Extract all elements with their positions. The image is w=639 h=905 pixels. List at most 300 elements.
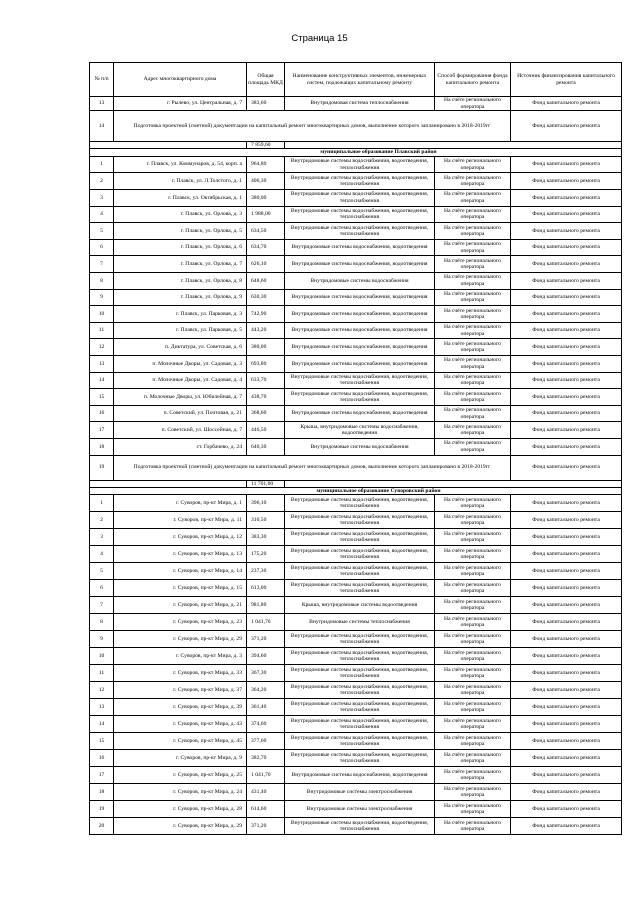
row-number: 7 [90,597,114,614]
method-cell: На счёте регионального оператора [435,438,511,455]
source-cell: Фонд капитального ремонта [511,597,622,614]
work-cell: Внутридомовые системы водоснабжения, водоотведения, теплоснабжения [285,563,435,580]
area-cell: 371,20 [247,818,285,835]
source-cell: Фонд капитального ремонта [511,631,622,648]
area-cell: 374,60 [247,716,285,733]
work-cell: Внутридомовые системы водоснабжения [285,438,435,455]
row-number: 10 [90,648,114,665]
work-cell: Крыша, внутридомовые системы водоснабжения, водоотведения [285,422,435,439]
row-number: 8 [90,273,114,290]
work-cell: Внутридомовые системы водоснабжения, водоотведения, теплоснабжения [285,223,435,240]
source-cell: Фонд капитального ремонта [511,156,622,173]
source-cell: Фонд капитального ремонта [511,273,622,290]
work-cell: Внутридомовые системы водоснабжения, водоотведения [285,306,435,323]
address-cell: г. Суворов, пр-кт Мира, д. 33 [114,665,247,682]
work-cell: Внутридомовые системы водоснабжения, водоотведения, теплоснабжения [285,495,435,512]
area-cell: 361,40 [247,699,285,716]
row-number: 16 [90,405,114,422]
address-cell: г. Суворов, пр-кт Мира, д. 29 [114,818,247,835]
address-cell: г. Суворов, пр-кт Мира, д. 24 [114,784,247,801]
work-cell: Внутридомовые системы водоснабжения, водоотведения, теплоснабжения [285,580,435,597]
table-row [90,273,622,290]
source-cell: Фонд капитального ремонта [511,716,622,733]
work-cell: Внутридомовые системы водоснабжения, водоотведения [285,322,435,339]
method-cell: На счёте регионального оператора [435,563,511,580]
area-cell: 368,60 [247,405,285,422]
source-cell: Фонд капитального ремонта [511,750,622,767]
area-cell: 1 041,70 [247,767,285,784]
address-cell: г. Плавск, ул. Орлова, д. 6 [114,239,247,256]
row-number: 19 [90,801,114,818]
section-heading-row [90,149,622,156]
source-cell: Фонд капитального ремонта [511,512,622,529]
header-cell: Наименование конструктивных элементов, инженерных систем, подлежащих капитальному ремонту [285,63,435,97]
source-cell: Фонд капитального ремонта [511,173,622,190]
address-cell: г. Плавск, ул. Орлова, д. 7 [114,256,247,273]
area-cell: 981,80 [247,597,285,614]
row-number: 14 [90,716,114,733]
work-cell: Внутридомовые системы водоснабжения, водоотведения, теплоснабжения [285,190,435,207]
row-number: 6 [90,580,114,597]
row-number: 14 [90,111,114,142]
address-cell: п. Советский, ул. Почтовая, д. 21 [114,405,247,422]
method-cell: На счёте регионального оператора [435,818,511,835]
method-cell: На счёте регионального оператора [435,597,511,614]
row-number: 18 [90,784,114,801]
table-row [90,355,622,372]
area-cell: 396,10 [247,495,285,512]
method-cell: На счёте регионального оператора [435,529,511,546]
row-number: 4 [90,206,114,223]
source-cell: Фонд капитального ремонта [511,699,622,716]
address-cell: г. Суворов, пр-кт Мира, д. 37 [114,682,247,699]
row-number: 8 [90,614,114,631]
method-cell: На счёте регионального оператора [435,173,511,190]
row-number: 17 [90,422,114,439]
area-cell: 394,60 [247,648,285,665]
table-row [90,339,622,356]
area-cell: 634,70 [247,239,285,256]
work-cell: Внутридомовые системы водоснабжения, водоотведения [285,405,435,422]
source-cell: Фонд капитального ремонта [511,580,622,597]
table-row [90,405,622,422]
work-cell: Внутридомовые системы водоснабжения [285,273,435,290]
area-cell: 693,80 [247,355,285,372]
work-cell: Внутридомовые системы водоснабжения, водоотведения [285,256,435,273]
repair-table [89,62,622,835]
section-heading-row [90,487,622,494]
area-cell: 367,30 [247,665,285,682]
empty-cell [285,142,622,149]
method-cell: На счёте регионального оператора [435,156,511,173]
method-cell: На счёте регионального оператора [435,273,511,290]
area-cell: 364,20 [247,682,285,699]
work-cell: Внутридомовые системы водоснабжения, водоотведения, теплоснабжения [285,818,435,835]
method-cell: На счёте регионального оператора [435,767,511,784]
method-cell: На счёте регионального оператора [435,97,511,111]
source-cell: Фонд капитального ремонта [511,306,622,323]
table-row [90,563,622,580]
source-cell: Фонд капитального ремонта [511,733,622,750]
method-cell: На счёте регионального оператора [435,699,511,716]
address-cell: п. Молочные Дворы, ул. Садовая, д. 3 [114,355,247,372]
table-row [90,801,622,818]
address-cell: г. Суворов, пр-кт Мира, д. 11 [114,512,247,529]
source-cell: Фонд капитального ремонта [511,682,622,699]
address-cell: г. Плавск, ул. Парковая, д. 3 [114,306,247,323]
area-cell: 742,90 [247,306,285,323]
source-cell: Фонд капитального ремонта [511,256,622,273]
address-cell: г. Плавск, ул. Октябрьская, д. 1 [114,190,247,207]
method-cell: На счёте регионального оператора [435,405,511,422]
table-row [90,239,622,256]
row-number: 2 [90,173,114,190]
source-cell: Фонд капитального ремонта [511,111,622,142]
source-cell: Фонд капитального ремонта [511,818,622,835]
table-row [90,767,622,784]
work-cell: Внутридомовые системы водоснабжения, водоотведения [285,289,435,306]
address-cell: г. Суворов, пр-кт Мира, д. 3 [114,648,247,665]
work-cell: Внутридомовые системы водоснабжения, водоотведения, теплоснабжения [285,372,435,389]
header-cell: № п/п [90,63,114,97]
address-cell: г. Суворов, пр-кт Мира, д. 43 [114,716,247,733]
source-cell: Фонд капитального ремонта [511,563,622,580]
table-row [90,438,622,455]
table-row [90,648,622,665]
method-cell: На счёте регионального оператора [435,733,511,750]
work-cell: Внутридомовые системы водоснабжения, водоотведения, теплоснабжения [285,733,435,750]
table-row [90,597,622,614]
subtotal-row [90,142,622,149]
method-cell: На счёте регионального оператора [435,716,511,733]
method-cell: На счёте регионального оператора [435,306,511,323]
source-cell: Фонд капитального ремонта [511,438,622,455]
table-row [90,322,622,339]
address-cell: г. Плавск, ул. Коммунаров, д. 54, корп. а [114,156,247,173]
work-cell: Внутридомовые системы водоснабжения, водоотведения, теплоснабжения [285,156,435,173]
work-cell: Внутридомовые системы водоснабжения, водоотведения, теплоснабжения [285,665,435,682]
method-cell: На счёте регионального оператора [435,580,511,597]
area-cell: 443,20 [247,322,285,339]
method-cell: На счёте регионального оператора [435,389,511,406]
address-cell: г. Плавск, ул. Орлова, д. 5 [114,223,247,240]
source-cell: Фонд капитального ремонта [511,614,622,631]
row-number: 1 [90,495,114,512]
method-cell: На счёте регионального оператора [435,339,511,356]
work-cell: Внутридомовые системы водоснабжения, водоотведения, теплоснабжения [285,716,435,733]
area-cell: 1 988,00 [247,206,285,223]
source-cell: Фонд капитального ремонта [511,322,622,339]
table-row [90,750,622,767]
work-cell: Внутридомовые системы электроснабжения [285,784,435,801]
empty-cell [90,487,247,494]
method-cell: На счёте регионального оператора [435,648,511,665]
table-row [90,372,622,389]
method-cell: На счёте регионального оператора [435,801,511,818]
address-cell: п. Молочные Дворы, ул. Юбилейная, д. 7 [114,389,247,406]
method-cell: На счёте регионального оператора [435,784,511,801]
row-number: 2 [90,512,114,529]
subtotal-area: 7 859,60 [247,142,285,149]
address-cell: г. Плавск, ул. Орлова, д. 3 [114,206,247,223]
work-cell: Внутридомовые системы водоснабжения, водоотведения, теплоснабжения [285,512,435,529]
address-cell: г. Суворов, пр-кт Мира, д. 39 [114,699,247,716]
row-number: 15 [90,733,114,750]
table-row [90,173,622,190]
header-cell: Способ формирования фонда капитального ремонта [435,63,511,97]
row-number: 9 [90,289,114,306]
row-number: 1 [90,156,114,173]
address-cell: г. Суворов, пр-кт Мира, д. 45 [114,733,247,750]
row-number: 13 [90,699,114,716]
method-cell: На счёте регионального оператора [435,546,511,563]
method-cell: На счёте регионального оператора [435,239,511,256]
source-cell: Фонд капитального ремонта [511,784,622,801]
source-cell: Фонд капитального ремонта [511,289,622,306]
source-cell: Фонд капитального ремонта [511,546,622,563]
row-number: 5 [90,563,114,580]
empty-cell [285,480,622,487]
header-cell: Источник финансирования капитального ремонта [511,63,622,97]
area-cell: 175,20 [247,546,285,563]
method-cell: На счёте регионального оператора [435,372,511,389]
method-cell: На счёте регионального оператора [435,614,511,631]
address-cell: г. Суворов, пр-кт Мира, д. 14 [114,563,247,580]
work-cell: Внутридомовые системы водоснабжения, водоотведения [285,239,435,256]
source-cell: Фонд капитального ремонта [511,767,622,784]
row-number: 3 [90,190,114,207]
work-cell: Внутридомовые системы водоснабжения, водоотведения, теплоснабжения [285,631,435,648]
area-cell: 406,30 [247,173,285,190]
header-row [90,63,622,97]
work-cell: Внутридомовая система теплоснабжения [285,97,435,111]
source-cell: Фонд капитального ремонта [511,801,622,818]
table-row [90,190,622,207]
method-cell: На счёте регионального оператора [435,631,511,648]
address-cell: г. Суворов, пр-кт Мира, д. 25 [114,767,247,784]
row-number: 6 [90,239,114,256]
method-cell: На счёте регионального оператора [435,206,511,223]
subtotal-row [90,480,622,487]
row-number: 17 [90,767,114,784]
row-number: 4 [90,546,114,563]
row-number: 14 [90,372,114,389]
source-cell: Фонд капитального ремонта [511,495,622,512]
row-number: 7 [90,256,114,273]
address-cell: г. Плавск, ул. Парковая, д. 5 [114,322,247,339]
work-cell: Внутридомовые системы водоснабжения, водоотведения [285,339,435,356]
area-cell: 614,60 [247,801,285,818]
subtotal-area: 11 701,00 [247,480,285,487]
source-cell: Фонд капитального ремонта [511,190,622,207]
area-cell: 383,30 [247,529,285,546]
work-cell: Внутридомовые системы водоснабжения, водоотведения, теплоснабжения [285,682,435,699]
source-cell: Фонд капитального ремонта [511,223,622,240]
work-cell: Внутридомовые системы водоснабжения, водоотведения, теплоснабжения [285,206,435,223]
empty-cell [511,149,622,156]
source-cell: Фонд капитального ремонта [511,455,622,480]
table-row [90,546,622,563]
area-cell: 446,50 [247,422,285,439]
row-number: 20 [90,818,114,835]
work-cell: Внутридомовые системы водоснабжения, водоотведения, теплоснабжения [285,529,435,546]
table-row [90,256,622,273]
empty-cell [90,149,247,156]
address-cell: г. Плавск, ул. Орлова, д. 9 [114,289,247,306]
source-cell: Фонд капитального ремонта [511,422,622,439]
work-cell: Внутридомовые системы водоснабжения, водоотведения, теплоснабжения [285,648,435,665]
method-cell: На счёте регионального оператора [435,682,511,699]
area-cell: 310,50 [247,512,285,529]
area-cell: 380,00 [247,190,285,207]
source-cell: Фонд капитального ремонта [511,206,622,223]
section-title: муниципальное образование Суворовский район [247,487,511,494]
table-row [90,422,622,439]
area-cell: 431,40 [247,784,285,801]
area-cell: 613,00 [247,580,285,597]
source-cell: Фонд капитального ремонта [511,389,622,406]
source-cell: Фонд капитального ремонта [511,339,622,356]
row-number: 19 [90,455,114,480]
area-cell: 382,70 [247,750,285,767]
work-cell: Внутридомовые системы водоснабжения, водоотведения [285,767,435,784]
method-cell: На счёте регионального оператора [435,289,511,306]
area-cell: 634,50 [247,223,285,240]
source-cell: Фонд капитального ремонта [511,529,622,546]
work-cell: Внутридомовые системы водоснабжения, водоотведения, теплоснабжения [285,389,435,406]
row-number: 11 [90,322,114,339]
page-title: Страница 15 [291,33,348,44]
address-cell: г. Суворов, пр-кт Мира, д. 9 [114,750,247,767]
address-cell: г. Суворов, пр-кт Мира, д. 28 [114,801,247,818]
row-number: 18 [90,438,114,455]
area-cell: 633,70 [247,372,285,389]
method-cell: На счёте регионального оператора [435,750,511,767]
table-row [90,156,622,173]
method-cell: На счёте регионального оператора [435,355,511,372]
row-number: 9 [90,631,114,648]
source-cell: Фонд капитального ремонта [511,648,622,665]
row-number: 10 [90,306,114,323]
design-docs-row [90,455,622,480]
table-row [90,223,622,240]
method-cell: На счёте регионального оператора [435,665,511,682]
table-row [90,631,622,648]
area-cell: 371,20 [247,631,285,648]
address-cell: г. Суворов, пр-кт Мира, д. 23 [114,614,247,631]
method-cell: На счёте регионального оператора [435,512,511,529]
address-cell: г. Суворов, пр-кт Мира, д. 29 [114,631,247,648]
table-row [90,495,622,512]
area-cell: 1 041,70 [247,614,285,631]
table-row [90,289,622,306]
work-cell: Внутридомовые системы водоснабжения, водоотведения, теплоснабжения [285,173,435,190]
address-cell: п. Советский, ул. Шоссейная, д. 7 [114,422,247,439]
table-row [90,699,622,716]
address-cell: п. Молочные Дворы, ул. Садовая, д. 4 [114,372,247,389]
source-cell: Фонд капитального ремонта [511,665,622,682]
address-cell: г. Плавск, ул. Л.Толстого, д. 1 [114,173,247,190]
method-cell: На счёте регионального оператора [435,322,511,339]
design-docs-text: Подготовка проектной (сметной) документации на капитальный ремонт многоквартирных домов, выполнение которого запланировано в 2018-2019гг [114,111,511,142]
address-cell: г. Суворов, пр-кт Мира, д. 15 [114,580,247,597]
header-cell: Адрес многоквартирного дома [114,63,247,97]
source-cell: Фонд капитального ремонта [511,355,622,372]
area-cell: 630,30 [247,289,285,306]
method-cell: На счёте регионального оператора [435,422,511,439]
address-cell: г. Суворов, пр-кт Мира, д. 12 [114,529,247,546]
area-cell: 438,70 [247,389,285,406]
table-row [90,665,622,682]
work-cell: Внутридомовые системы водоснабжения, водоотведения, теплоснабжения [285,750,435,767]
source-cell: Фонд капитального ремонта [511,372,622,389]
address-cell: г. Плавск, ул. Орлова, д. 8 [114,273,247,290]
empty-cell [90,142,247,149]
table-row [90,818,622,835]
design-docs-text: Подготовка проектной (сметной) документации на капитальный ремонт многоквартирных домов, выполнение которого запланировано в 2018-2019гг [114,455,511,480]
table-row [90,716,622,733]
source-cell: Фонд капитального ремонта [511,97,622,111]
method-cell: На счёте регионального оператора [435,256,511,273]
row-number: 13 [90,97,114,111]
address-cell: п. Диктатура, ул. Советская, д. 6 [114,339,247,356]
area-cell: 964,80 [247,156,285,173]
table-row [90,733,622,750]
table-row [90,97,622,111]
table-row [90,614,622,631]
address-cell: г. Суворов, пр-кт Мира, д. 1 [114,495,247,512]
table-row [90,682,622,699]
method-cell: На счёте регионального оператора [435,495,511,512]
area-cell: 377,60 [247,733,285,750]
address-cell: г. Рылево, ул. Центральная, д. 7 [114,97,247,111]
table-row [90,389,622,406]
row-number: 13 [90,355,114,372]
empty-cell [511,487,622,494]
area-cell: 626,10 [247,256,285,273]
area-cell: 648,60 [247,273,285,290]
row-number: 12 [90,339,114,356]
source-cell: Фонд капитального ремонта [511,405,622,422]
address-cell: г. Суворов, пр-кт Мира, д. 21 [114,597,247,614]
row-number: 15 [90,389,114,406]
row-number: 16 [90,750,114,767]
table-row [90,206,622,223]
row-number: 3 [90,529,114,546]
work-cell: Внутридомовые системы водоснабжения, водоотведения, теплоснабжения [285,546,435,563]
work-cell: Внутридомовые системы электроснабжения [285,801,435,818]
work-cell: Внутридомовые системы водоснабжения, водоотведения, теплоснабжения [285,699,435,716]
row-number: 5 [90,223,114,240]
area-cell: 383,60 [247,97,285,111]
address-cell: ст. Горбачево, д. 24 [114,438,247,455]
area-cell: 640,30 [247,438,285,455]
table-row [90,784,622,801]
table-row [90,529,622,546]
work-cell: Внутридомовые системы водоснабжения, водоотведения [285,355,435,372]
header-cell: Общая площадь МКД [247,63,285,97]
table-row [90,512,622,529]
work-cell: Внутридомовые системы теплоснабжения [285,614,435,631]
work-cell: Крыша, внутридомовые системы водоотведения [285,597,435,614]
row-number: 11 [90,665,114,682]
method-cell: На счёте регионального оператора [435,190,511,207]
empty-cell [90,480,247,487]
area-cell: 380,00 [247,339,285,356]
design-docs-row [90,111,622,142]
row-number: 12 [90,682,114,699]
table-row [90,580,622,597]
